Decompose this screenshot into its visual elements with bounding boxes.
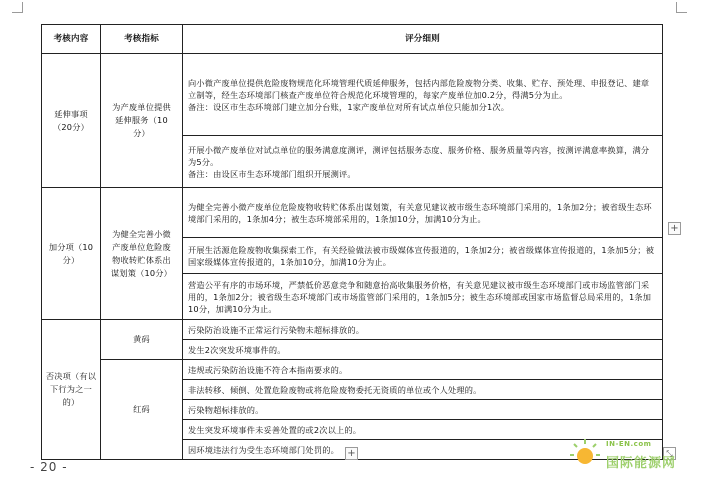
header-row — [42, 25, 663, 54]
rule-text: 开展小微产废单位对试点单位的服务满意度测评，测评包括服务态度、服务价格、服务质量等内容，按测评满意率换算，满分为5分。 — [188, 145, 650, 167]
assessment-table — [41, 24, 663, 460]
veto-red-rule-1: 违规或污染防治设施不符合本指南要求的。 — [183, 360, 663, 380]
sun-logo-icon — [568, 436, 602, 470]
page-corner-marks — [0, 0, 702, 20]
veto-red-label: 红码 — [101, 360, 183, 460]
corner-mark-right — [676, 2, 687, 13]
service-content: 延伸事项（20分） — [42, 54, 101, 188]
header-criteria: 评分细则 — [183, 25, 663, 54]
service-rule-2 — [183, 136, 663, 188]
veto-red-rule-3: 污染物超标排放的。 — [183, 400, 663, 420]
add-row-button[interactable]: + — [345, 447, 358, 460]
service-row-1 — [42, 54, 663, 136]
corner-mark-left — [12, 2, 23, 13]
rule-note: 备注：由设区市生态环境部门组织开展测评。 — [188, 169, 356, 179]
bonus-rule-3: 营造公平有序的市场环境，严禁低价恶意竞争和随意抬高收集服务价格，有关意见建议被市级生态环境部门或市场监管部门采用的，1条加2分；被省级生态环境部门或市场监管部门采用的，1条加5分；被生态环境部或国家市场监督总局采用的，1条加10分，加满10分为止。 — [183, 274, 663, 320]
veto-red-row-1 — [42, 360, 663, 380]
bonus-rule-1: 为健全完善小微产废单位危险废物收转贮体系出谋划策，有关意见建议被市级生态环境部门采用的，1条加2分；被省级生态环境部门采用的，1条加4分；被生态环境部采用的，1条加10分，加满10分为止。 — [183, 188, 663, 238]
bonus-content: 加分项（10分） — [42, 188, 101, 320]
bonus-indicator: 为健全完善小微产废单位危险废物收转贮体系出谋划策（10分） — [101, 188, 183, 320]
veto-yellow-label: 黄码 — [101, 320, 183, 360]
veto-content: 否决项（有以下行为之一的） — [42, 320, 101, 460]
rule-note: 备注：设区市生态环境部门建立加分台账，1家产废单位对所有试点单位只能加分1次。 — [188, 102, 510, 112]
veto-yellow-rule-2: 发生2次突发环境事件的。 — [183, 340, 663, 360]
veto-red-rule-5: 因环境违法行为受生态环境部门处罚的。 — [183, 440, 663, 460]
rule-text: 向小微产废单位提供危险废物规范化环境管理代质延伸服务，包括内部危险废物分类、收集、贮存、预处理、申报登记、建章立制等，经生态环境部门核查产废单位符合规范化环境管理的，每家产废单位加0.2分，得满5分为止。 — [188, 78, 650, 100]
service-indicator: 为产废单位提供延伸服务（10分） — [101, 54, 183, 188]
page-number: - 20 - — [30, 460, 68, 474]
veto-red-rule-4: 发生突发环境事件未妥善处置的或2次以上的。 — [183, 420, 663, 440]
veto-red-rule-2: 非法转移、倾倒、处置危险废物或将危险废物委托无资质的单位或个人处理的。 — [183, 380, 663, 400]
bonus-row-1 — [42, 188, 663, 238]
watermark-cn: 国际能源网 — [606, 456, 677, 471]
veto-yellow-rule-1: 污染防治设施不正常运行污染物未超标排放的。 — [183, 320, 663, 340]
table-resize-handle[interactable]: ⤡ — [663, 447, 676, 460]
watermark-en: IN-EN.com — [606, 440, 652, 448]
header-content: 考核内容 — [42, 25, 101, 54]
service-rule-1 — [183, 54, 663, 136]
bonus-rule-2: 开展生活源危险废物收集探索工作，有关经验做法被市级媒体宣传报道的，1条加2分；被省级媒体宣传报道的，1条加5分；被国家级媒体宣传报道的，1条加10分，加满10分为止。 — [183, 238, 663, 274]
add-column-button[interactable]: + — [668, 222, 681, 235]
header-indicator: 考核指标 — [101, 25, 183, 54]
watermark — [568, 430, 698, 475]
veto-yellow-row-1 — [42, 320, 663, 340]
